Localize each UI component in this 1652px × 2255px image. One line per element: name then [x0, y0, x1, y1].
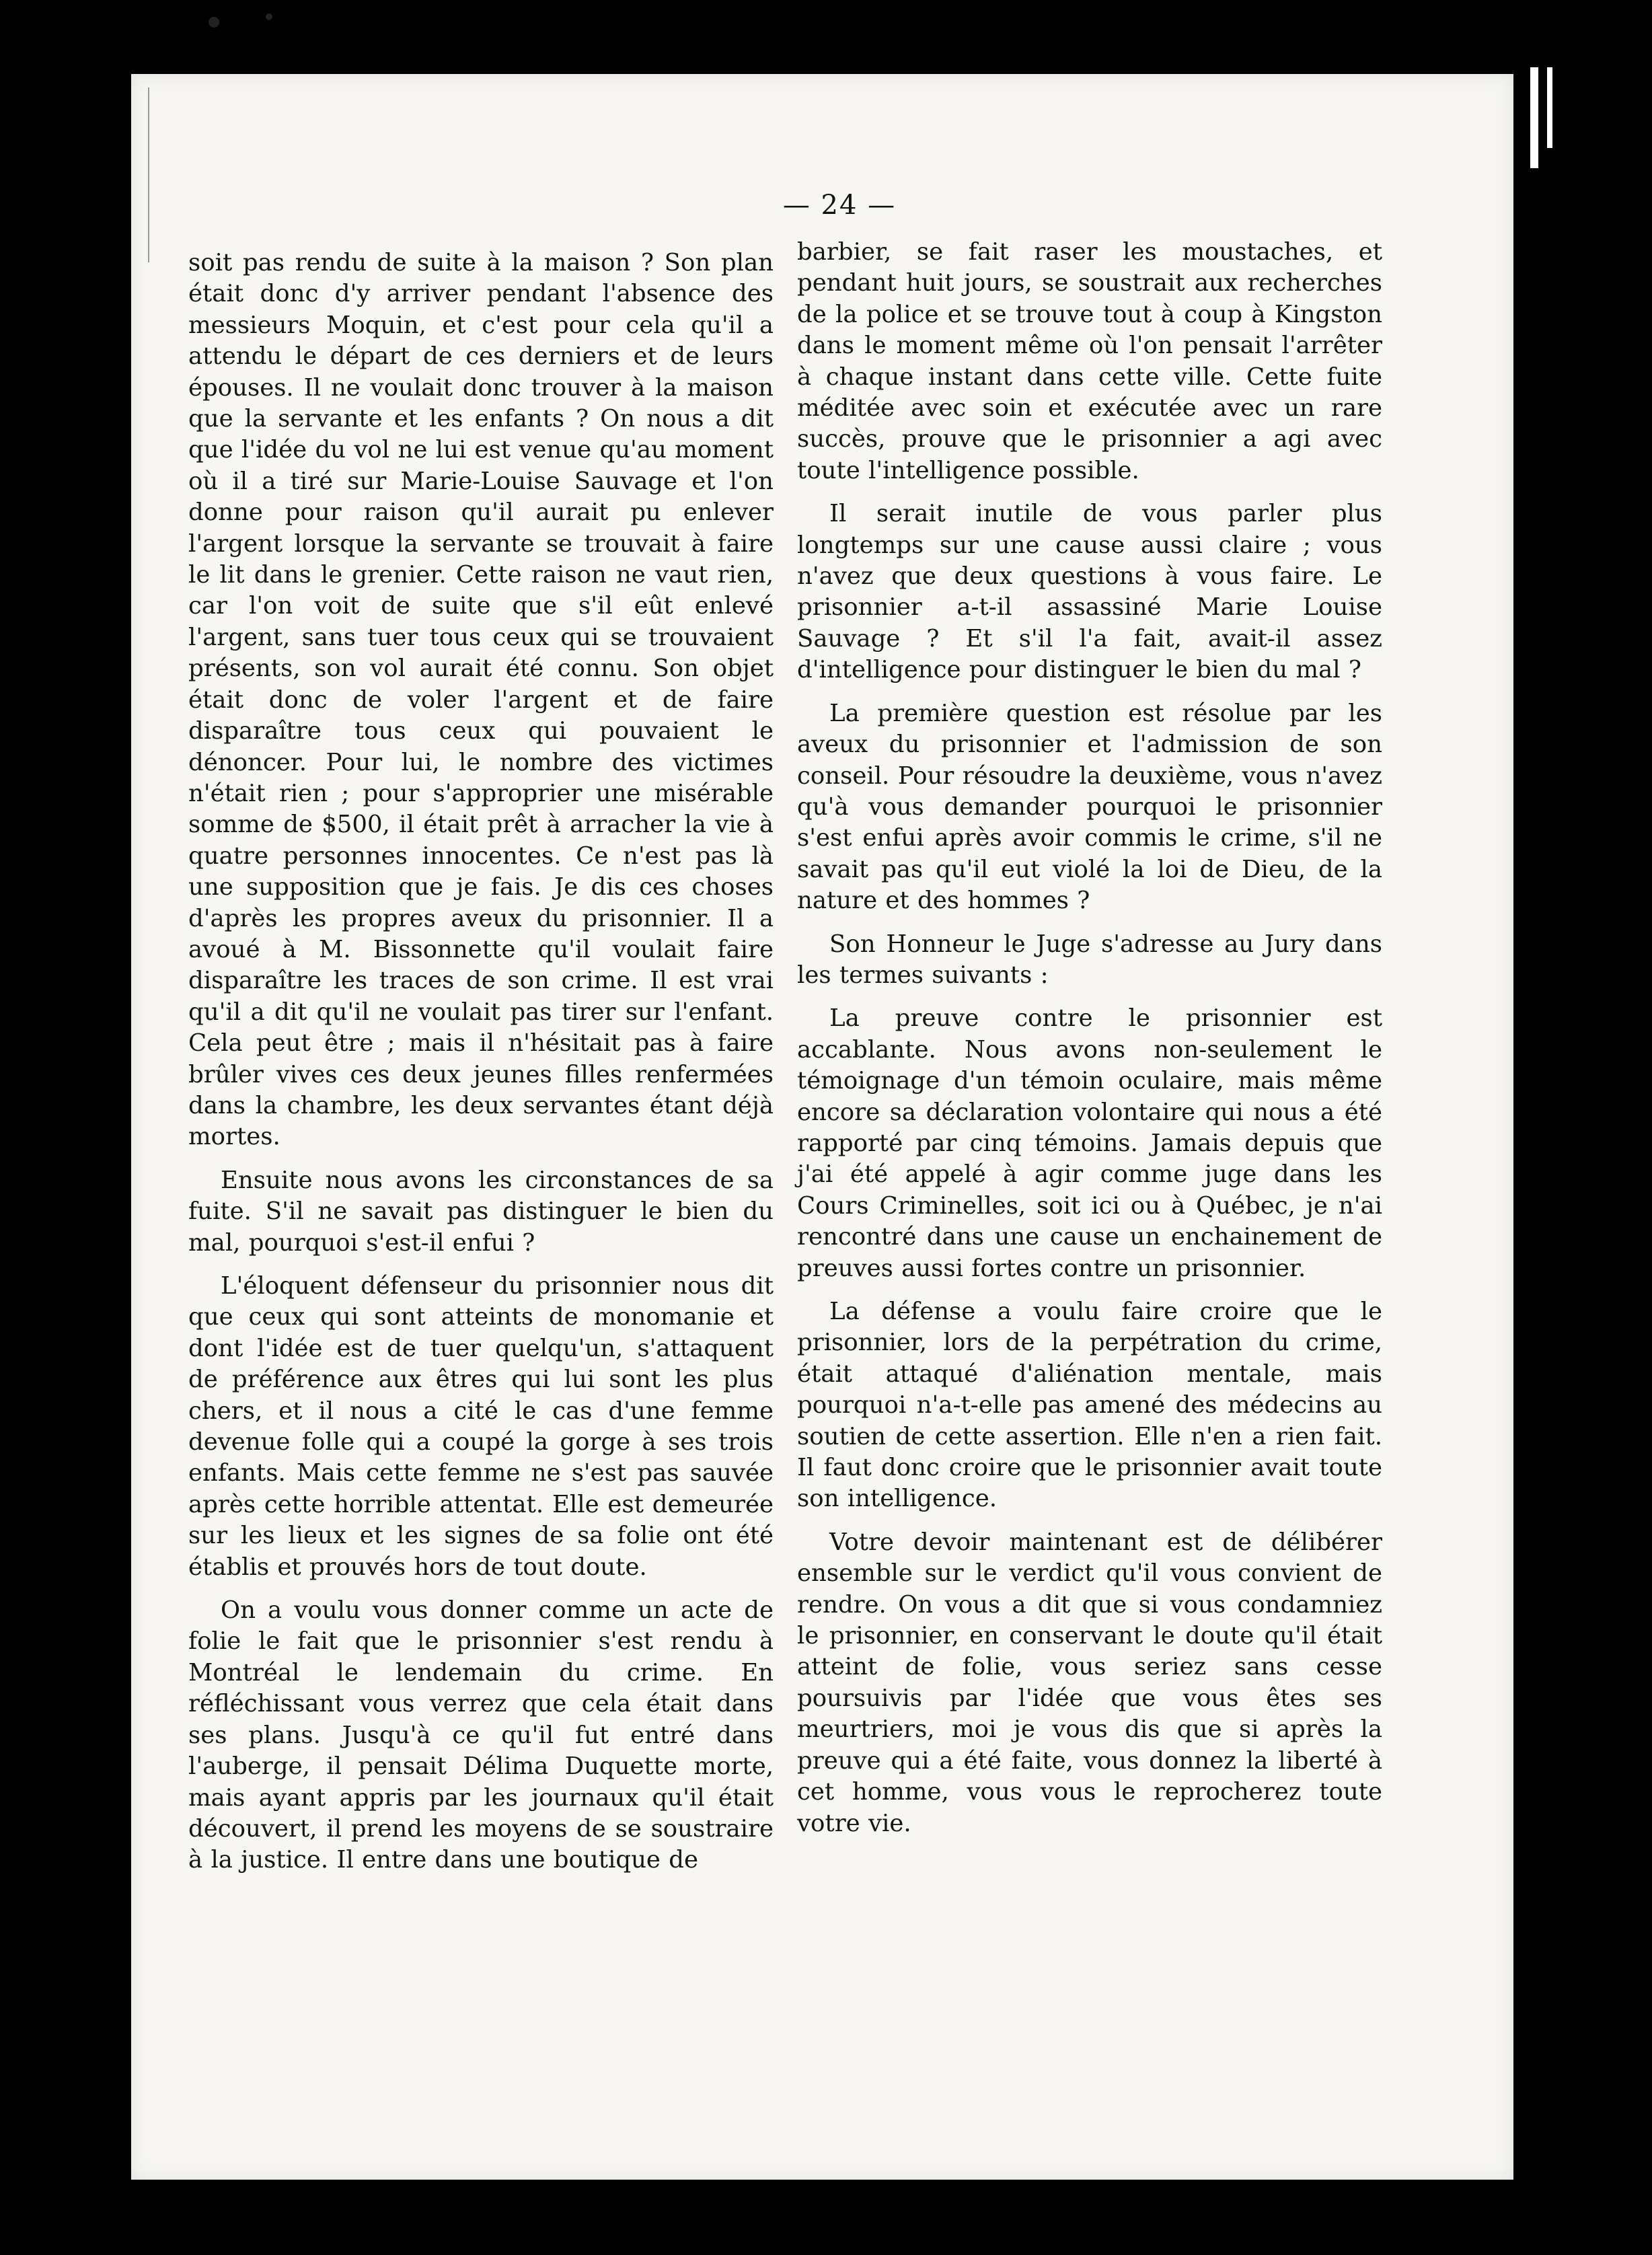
binding-edge: [1547, 67, 1552, 148]
paragraph: L'éloquent défenseur du prisonnier nous dit que ceux qui sont atteints de monomanie et dont l'idée est de tuer quelqu'un, s'attaquent de préférence aux êtres qui lui sont les plus chers, et il nous a cité le cas d'une femme devenue folle qui a coupé la gorge à ses trois enfants. Mais cette femme ne s'est pas sauvée après cette horrible attentat. Elle est demeurée sur les lieux et les signes de sa folie ont été établis et prouvés hors de tout doute.: [188, 1272, 774, 1581]
page-number: — 24 —: [782, 190, 897, 221]
paragraph: La preuve contre le prisonnier est accablante. Nous avons non-seulement le témoignage d'un témoin oculaire, mais même encore sa déclaration volontaire qui nous a été rapporté par cinq témoins. Jamais depuis que j'ai été appelé à agir comme juge dans les Cours Criminelles, soit ici ou à Québec, je n'ai rencontré dans une cause un enchainement de preuves aussi fortes contre un prisonnier.: [797, 1004, 1382, 1282]
paragraph: Ensuite nous avons les circonstances de sa fuite. S'il ne savait pas distinguer le bien du mal, pourquoi s'est-il enfui ?: [188, 1166, 774, 1257]
paragraph: soit pas rendu de suite à la maison ? Son plan était donc d'y arriver pendant l'absence des messieurs Moquin, et c'est pour cela qu'il a attendu le départ de ces derniers et de leurs épouses. Il ne voulait donc trouver à la maison que la servante et les enfants ? On nous a dit que l'idée du vol ne lui est venue qu'au moment où il a tiré sur Marie-Louise Sauvage et l'on donne pour raison qu'il aurait pu enlever l'argent lorsque la servante se trouvait à faire le lit dans le grenier. Cette raison ne vaut rien, car l'on voit de suite que s'il eût enlevé l'argent, sans tuer tous ceux qui se trouvaient présents, son vol aurait été connu. Son objet était donc de voler l'argent et de faire disparaître tous ceux qui pouvaient le dénoncer. Pour lui, le nombre des victimes n'était rien ; pour s'approprier une misérable somme de $500, il était prêt à arracher la vie à quatre personnes innocentes. Ce n'est pas là une supposition que je fais. Je dis ces choses d'après les propres aveux du prisonnier. Il a avoué à M. Bissonnette qu'il voulait faire disparaître les traces de son crime. Il est vrai qu'il a dit qu'il ne voulait pas tirer sur l'enfant. Cela peut être ; mais il n'hésitait pas à faire brûler vives ces deux jeunes filles renfermées dans la chambre, les deux servantes étant déjà mortes.: [188, 249, 774, 1151]
scan-speck: [266, 13, 272, 20]
right-text-column: [797, 237, 1382, 1851]
binding-edge: [1530, 67, 1538, 168]
paragraph: Votre devoir maintenant est de délibérer ensemble sur le verdict qu'il vous convient de rendre. On vous a dit que si vous condamniez le prisonnier, en conservant le doute qu'il était atteint de folie, vous seriez sans cesse poursuivis par l'idée que vous êtes ses meurtriers, moi je vous dis que si après la preuve qui a été faite, vous donnez la liberté à cet homme, vous vous le reprocherez toute votre vie.: [797, 1528, 1382, 1837]
paragraph: La première question est résolue par les aveux du prisonnier et l'admission de son conseil. Pour résoudre la deuxième, vous n'avez qu'à vous demander pourquoi le prisonnier s'est enfui après avoir commis le crime, s'il ne savait pas qu'il eut violé la loi de Dieu, de la nature et des hommes ?: [797, 699, 1382, 915]
scan-speck: [209, 17, 219, 28]
left-text-column: [188, 248, 774, 1888]
paragraph: Il serait inutile de vous parler plus longtemps sur une cause aussi claire ; vous n'avez que deux questions à vous faire. Le prisonnier a-t-il assassiné Marie Louise Sauvage ? Et s'il l'a fait, avait-il assez d'intelligence pour distinguer le bien du mal ?: [797, 500, 1382, 684]
paragraph: barbier, se fait raser les moustaches, et pendant huit jours, se soustrait aux recherches de la police et se trouve tout à coup à Kingston dans le moment même où l'on pensait l'arrêter à chaque instant dans cette ville. Cette fuite méditée avec soin et exécutée avec un rare succès, prouve que le prisonnier a agi avec toute l'intelligence possible.: [797, 238, 1382, 484]
paragraph: La défense a voulu faire croire que le prisonnier, lors de la perpétration du crime, était attaqué d'aliénation mentale, mais pourquoi n'a-t-elle pas amené des médecins au soutien de cette assertion. Elle n'en a rien fait. Il faut donc croire que le prisonnier avait toute son intelligence.: [797, 1298, 1382, 1513]
paragraph: Son Honneur le Juge s'adresse au Jury dans les termes suivants :: [797, 930, 1382, 989]
page-edge-shadow: [148, 87, 149, 262]
paragraph: On a voulu vous donner comme un acte de folie le fait que le prisonnier s'est rendu à Montréal le lendemain du crime. En réfléchissant vous verrez que cela était dans ses plans. Jusqu'à ce qu'il fut entré dans l'auberge, il pensait Délima Duquette morte, mais ayant appris par les journaux qu'il était découvert, il prend les moyens de se soustraire à la justice. Il entre dans une boutique de: [188, 1596, 774, 1874]
